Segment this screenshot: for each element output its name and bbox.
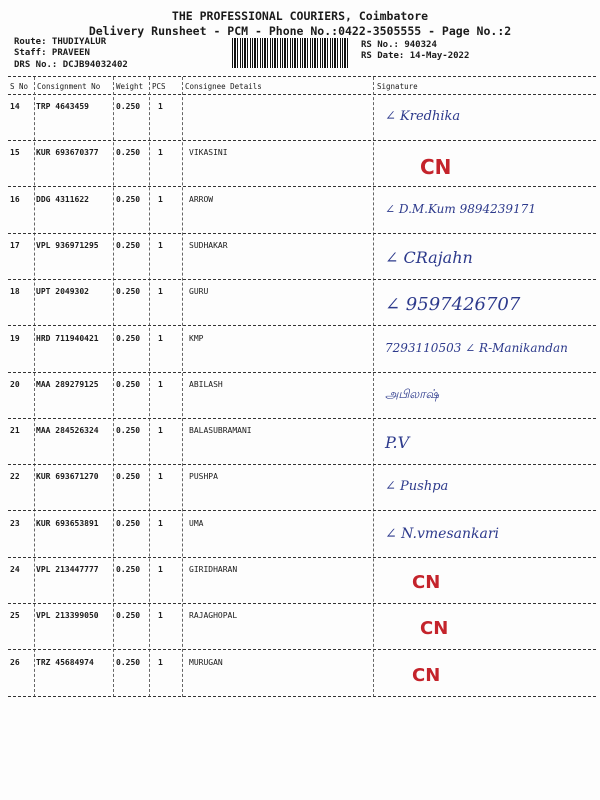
row-consignment-no: UPT 2049302 [36,287,89,296]
column-divider [149,77,150,697]
row-consignee: ARROW [189,195,214,204]
row-weight: 0.250 [116,380,141,389]
row-sno: 18 [10,287,20,296]
row-divider [8,464,596,465]
row-sno: 14 [10,102,20,111]
staff-label: Staff: PRAVEEN [14,48,90,58]
col-header-consignee: Consignee Details [185,82,262,91]
company-title: THE PROFESSIONAL COURIERS, Coimbatore [171,9,429,23]
row-pcs: 1 [158,287,163,296]
row-pcs: 1 [158,426,163,435]
row-sno: 25 [10,611,20,620]
col-header-signature: Signature [377,82,418,91]
row-consignee: PUSHPA [189,472,218,481]
column-divider [182,77,183,697]
row-divider [8,325,596,326]
header-rule-top [8,76,596,77]
header-rule-bottom [8,94,596,95]
row-consignment-no: DDG 4311622 [36,195,89,204]
row-signature: CN [420,618,449,639]
row-consignment-no: MAA 284526324 [36,426,99,435]
rs-number: RS No.: 940324 [361,40,437,50]
row-weight: 0.250 [116,426,141,435]
column-divider [373,77,374,697]
row-divider [8,557,596,558]
row-signature: ∠ CRajahn [385,248,473,267]
row-weight: 0.250 [116,611,141,620]
row-divider [8,603,596,604]
row-divider [8,279,596,280]
row-consignee: KMP [189,334,204,343]
row-signature: ∠ 9597426707 [385,294,521,315]
barcode [232,38,348,68]
row-consignee: RAJAGHOPAL [189,611,238,620]
runsheet-title: Delivery Runsheet - PCM - Phone No.:0422-3505555 - Page No.:2 [88,24,512,38]
row-consignment-no: KUR 693653891 [36,519,99,528]
row-consignment-no: TRP 4643459 [36,102,89,111]
row-pcs: 1 [158,658,163,667]
row-sno: 26 [10,658,20,667]
row-signature: ∠ D.M.Kum 9894239171 [385,202,536,216]
drs-number: DRS No.: DCJB94032402 [14,60,128,70]
row-divider [8,186,596,187]
row-weight: 0.250 [116,565,141,574]
row-weight: 0.250 [116,241,141,250]
col-header-sno: S No [10,82,29,91]
row-consignment-no: KUR 693671270 [36,472,99,481]
row-consignee: MURUGAN [189,658,223,667]
row-sno: 24 [10,565,20,574]
row-pcs: 1 [158,102,163,111]
row-signature: ∠ Pushpa [385,479,449,494]
row-consignment-no: HRD 711940421 [36,334,99,343]
rs-date: RS Date: 14-May-2022 [361,51,470,61]
row-consignment-no: VPL 213399050 [36,611,99,620]
row-signature: CN [412,665,441,686]
column-divider [113,77,114,697]
col-header-consignment: Consignment No [37,82,101,91]
row-consignee: BALASUBRAMANI [189,426,252,435]
row-consignment-no: TRZ 45684974 [36,658,94,667]
row-weight: 0.250 [116,472,141,481]
row-weight: 0.250 [116,102,141,111]
row-sno: 19 [10,334,20,343]
row-pcs: 1 [158,241,163,250]
row-weight: 0.250 [116,195,141,204]
row-sno: 15 [10,148,20,157]
row-sno: 22 [10,472,20,481]
row-sno: 17 [10,241,20,250]
row-pcs: 1 [158,472,163,481]
row-signature: CN [412,572,441,593]
row-signature: அபிலாஷ் [385,387,439,401]
row-pcs: 1 [158,334,163,343]
row-consignee: GURU [189,287,209,296]
row-divider [8,233,596,234]
row-pcs: 1 [158,565,163,574]
row-signature: 7293110503 ∠ R-Manikandan [385,341,568,355]
row-consignee: VIKASINI [189,148,228,157]
row-signature: P.V [385,433,410,452]
row-divider [8,372,596,373]
row-consignment-no: VPL 936971295 [36,241,99,250]
row-divider [8,140,596,141]
row-divider [8,696,596,697]
row-weight: 0.250 [116,148,141,157]
column-divider [34,77,35,697]
row-signature: ∠ Kredhika [385,109,461,124]
row-consignee: UMA [189,519,204,528]
col-header-weight: Weight [116,82,144,91]
row-consignee: SUDHAKAR [189,241,228,250]
row-consignee: ABILASH [189,380,223,389]
row-weight: 0.250 [116,519,141,528]
row-sno: 21 [10,426,20,435]
row-divider [8,418,596,419]
row-weight: 0.250 [116,334,141,343]
row-pcs: 1 [158,611,163,620]
row-pcs: 1 [158,519,163,528]
row-consignee: GIRIDHARAN [189,565,238,574]
row-pcs: 1 [158,148,163,157]
row-weight: 0.250 [116,287,141,296]
row-divider [8,510,596,511]
row-sno: 16 [10,195,20,204]
row-signature: ∠ N.vmesankari [385,526,500,542]
col-header-pcs: PCS [152,82,166,91]
row-signature: CN [420,155,452,179]
row-sno: 20 [10,380,20,389]
row-consignment-no: VPL 213447777 [36,565,99,574]
row-sno: 23 [10,519,20,528]
route-label: Route: THUDIYALUR [14,37,107,47]
row-pcs: 1 [158,380,163,389]
row-consignment-no: KUR 693670377 [36,148,99,157]
row-pcs: 1 [158,195,163,204]
row-consignment-no: MAA 289279125 [36,380,99,389]
row-weight: 0.250 [116,658,141,667]
row-divider [8,649,596,650]
